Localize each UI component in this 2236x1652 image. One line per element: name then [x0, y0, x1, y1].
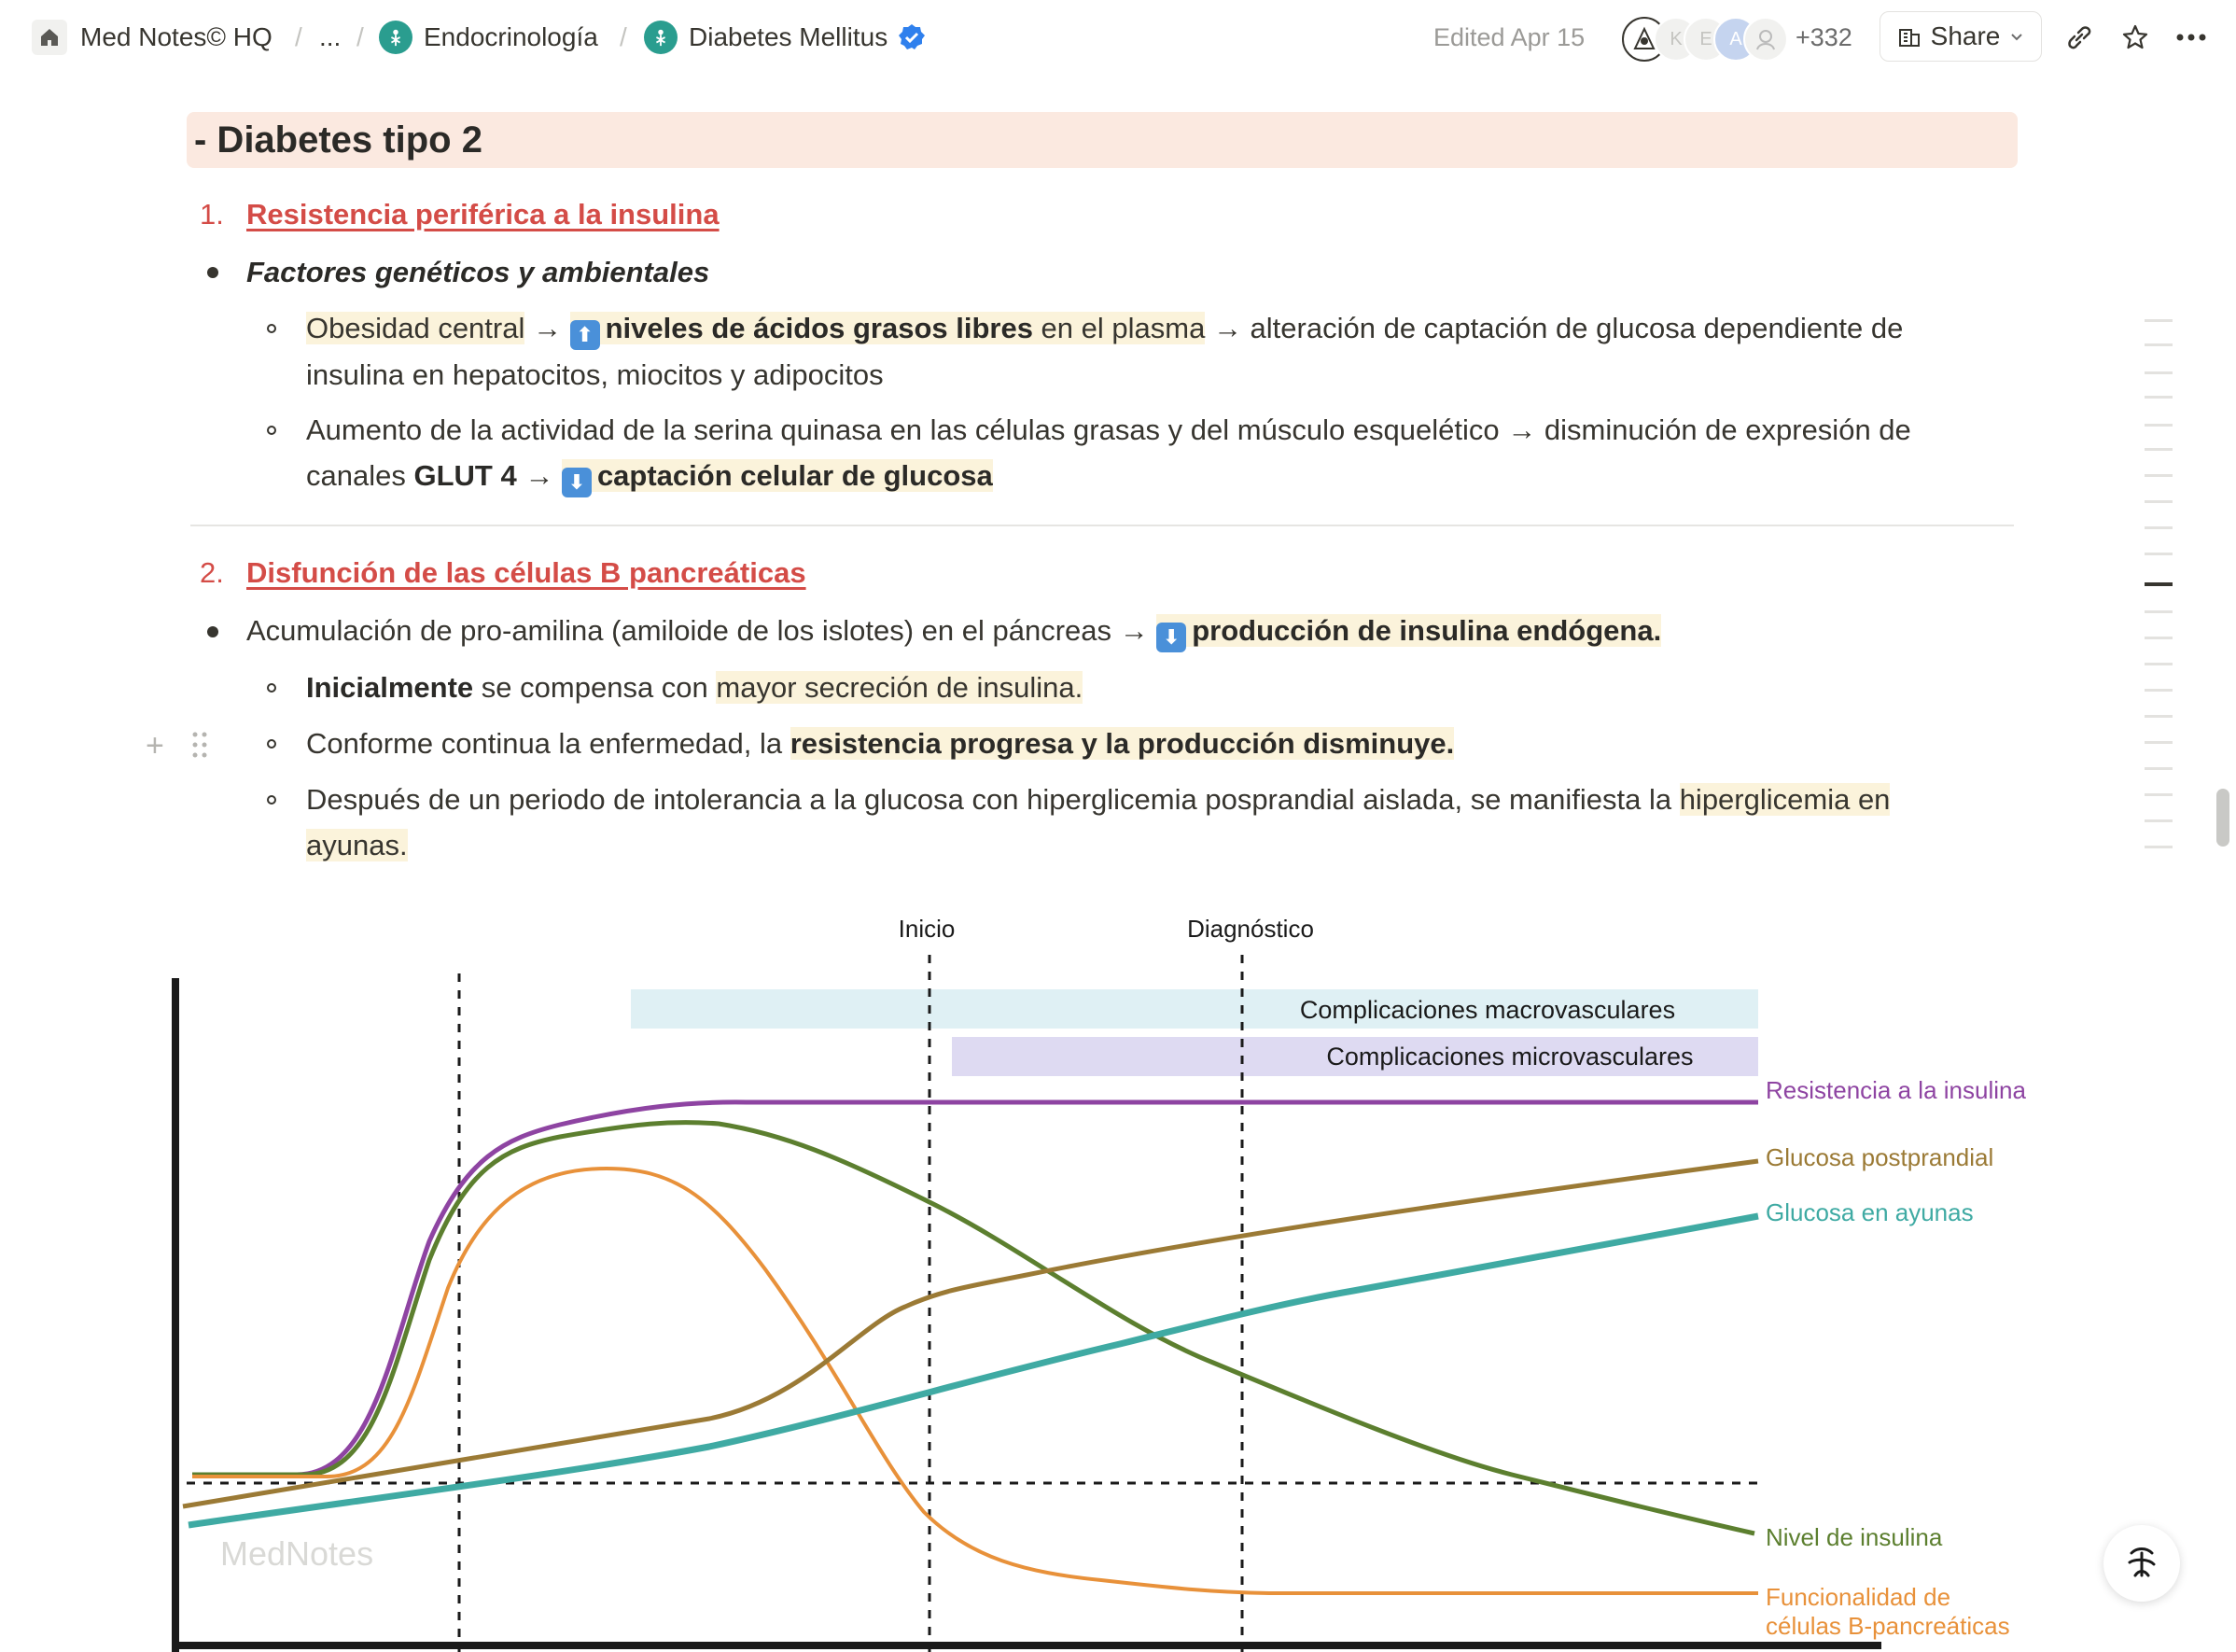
breadcrumb-separator: / [620, 22, 627, 51]
ai-assistant-icon [2120, 1542, 2163, 1585]
sub-bullet-text: Aumento de la actividad de la serina quinasa en las células grasas y del músculo esquelético → disminución de expresión de [306, 413, 1911, 446]
series-line-glucosa-postprandial [183, 1161, 1758, 1506]
item-title-link[interactable]: Resistencia periférica a la insulina [246, 198, 720, 231]
building-icon [1897, 24, 1922, 49]
arrow-down-emoji-icon: ⬇ [562, 468, 592, 497]
chevron-down-icon [2009, 29, 2024, 44]
share-label: Share [1930, 21, 2001, 50]
watermark: MedNotes [220, 1534, 374, 1573]
section-heading: - Diabetes tipo 2 [187, 112, 2018, 168]
sub-bullet-text: Después de un periodo de intolerancia a la glucosa con hiperglicemia posprandial aislada, se manifiesta la hiperglicemia en [306, 783, 1891, 816]
legend-funcionalidad-line2: células B-pancreáticas [1766, 1612, 2010, 1640]
breadcrumb-diabetes[interactable] [644, 17, 927, 58]
series-line-insulina [192, 1123, 1754, 1533]
share-button[interactable] [1880, 11, 2042, 62]
numbered-item-2 [200, 556, 806, 590]
sub-bullet-text-line2: canales GLUT 4 → ⬇ captación celular de glucosa [306, 454, 993, 498]
more-options-icon[interactable] [2171, 17, 2212, 58]
caduceus-icon [644, 21, 678, 54]
sub-bullet [267, 683, 276, 693]
bullet-dot [207, 626, 218, 637]
breadcrumb-separator: / [295, 22, 302, 51]
arrow-up-emoji-icon: ⬆ [570, 320, 600, 350]
star-icon[interactable] [2115, 17, 2156, 58]
avatar-count[interactable]: +332 [1796, 22, 1852, 51]
edited-timestamp: Edited Apr 15 [1433, 22, 1586, 51]
legend-nivel-insulina: Nivel de insulina [1766, 1523, 1943, 1551]
home-icon [32, 20, 67, 55]
item-title-link[interactable]: Disfunción de las células B pancreáticas [246, 556, 806, 589]
series-line-resistencia [192, 1102, 1758, 1475]
legend-glucosa-ayunas: Glucosa en ayunas [1766, 1198, 1974, 1226]
marker-label-diagnostico: Diagnóstico [1187, 915, 1314, 943]
ai-assistant-button[interactable] [2103, 1525, 2180, 1602]
bullet-dot [207, 267, 218, 278]
collaborator-avatars[interactable] [1622, 17, 1790, 60]
legend-glucosa-postprandial: Glucosa postprandial [1766, 1143, 1994, 1171]
add-block-icon[interactable]: + [146, 728, 164, 763]
sub-bullet [267, 795, 276, 805]
item-number: 1. [200, 198, 224, 231]
avatar[interactable] [1743, 17, 1788, 62]
bullet-text: Acumulación de pro-amilina (amiloide de los islotes) en el páncreas → ⬇ producción de insulina endógena. [246, 609, 1926, 653]
scrollbar-thumb[interactable] [2216, 789, 2229, 847]
avatar[interactable]: E [1684, 17, 1728, 62]
sub-bullet [267, 324, 276, 333]
band-microvascular-label: Complicaciones microvasculares [1326, 1043, 1694, 1071]
breadcrumb-label: Diabetes Mellitus [689, 22, 888, 51]
avatar[interactable]: K [1654, 17, 1698, 62]
verified-icon [897, 22, 927, 52]
numbered-item-1 [200, 198, 720, 231]
sub-bullet-text: Obesidad central → ⬆ niveles de ácidos grasos libres en el plasma → alteración de captación de glucosa dependiente de [306, 306, 1986, 351]
sub-bullet [267, 739, 276, 749]
breadcrumb-workspace[interactable] [32, 17, 273, 58]
sub-bullet [267, 426, 276, 435]
avatar[interactable]: A [1713, 17, 1758, 62]
bullet-text: Factores genéticos y ambientales [246, 256, 710, 288]
breadcrumb-label: Endocrinología [424, 22, 598, 51]
drag-handle-icon[interactable] [190, 730, 209, 760]
outline-current-marker [2145, 582, 2173, 586]
item-number: 2. [200, 556, 224, 589]
caduceus-icon [379, 21, 412, 54]
diabetes-progression-chart [0, 896, 2236, 1652]
workspace-name: Med Notes© HQ [80, 22, 273, 51]
sub-bullet-text: Inicialmente se compensa con mayor secreción de insulina. [306, 671, 1083, 704]
breadcrumb-ellipsis[interactable]: ... [319, 22, 342, 51]
marker-label-inicio: Inicio [898, 915, 956, 943]
breadcrumb-separator: / [356, 22, 364, 51]
legend-funcionalidad: Funcionalidad de [1766, 1583, 1951, 1611]
sub-bullet-text-line2: ayunas. [306, 829, 408, 861]
sub-bullet-text: Conforme continua la enfermedad, la resistencia progresa y la producción disminuye. [306, 727, 1455, 760]
link-icon[interactable] [2059, 17, 2100, 58]
top-bar [0, 0, 2236, 75]
band-macrovascular-label: Complicaciones macrovasculares [1299, 996, 1676, 1024]
divider [190, 525, 2014, 526]
sub-bullet-text-line2: insulina en hepatocitos, miocitos y adipocitos [306, 358, 884, 391]
legend-resistencia: Resistencia a la insulina [1766, 1076, 2026, 1104]
breadcrumb-endocrinologia[interactable] [379, 17, 598, 58]
arrow-down-emoji-icon: ⬇ [1156, 623, 1186, 652]
